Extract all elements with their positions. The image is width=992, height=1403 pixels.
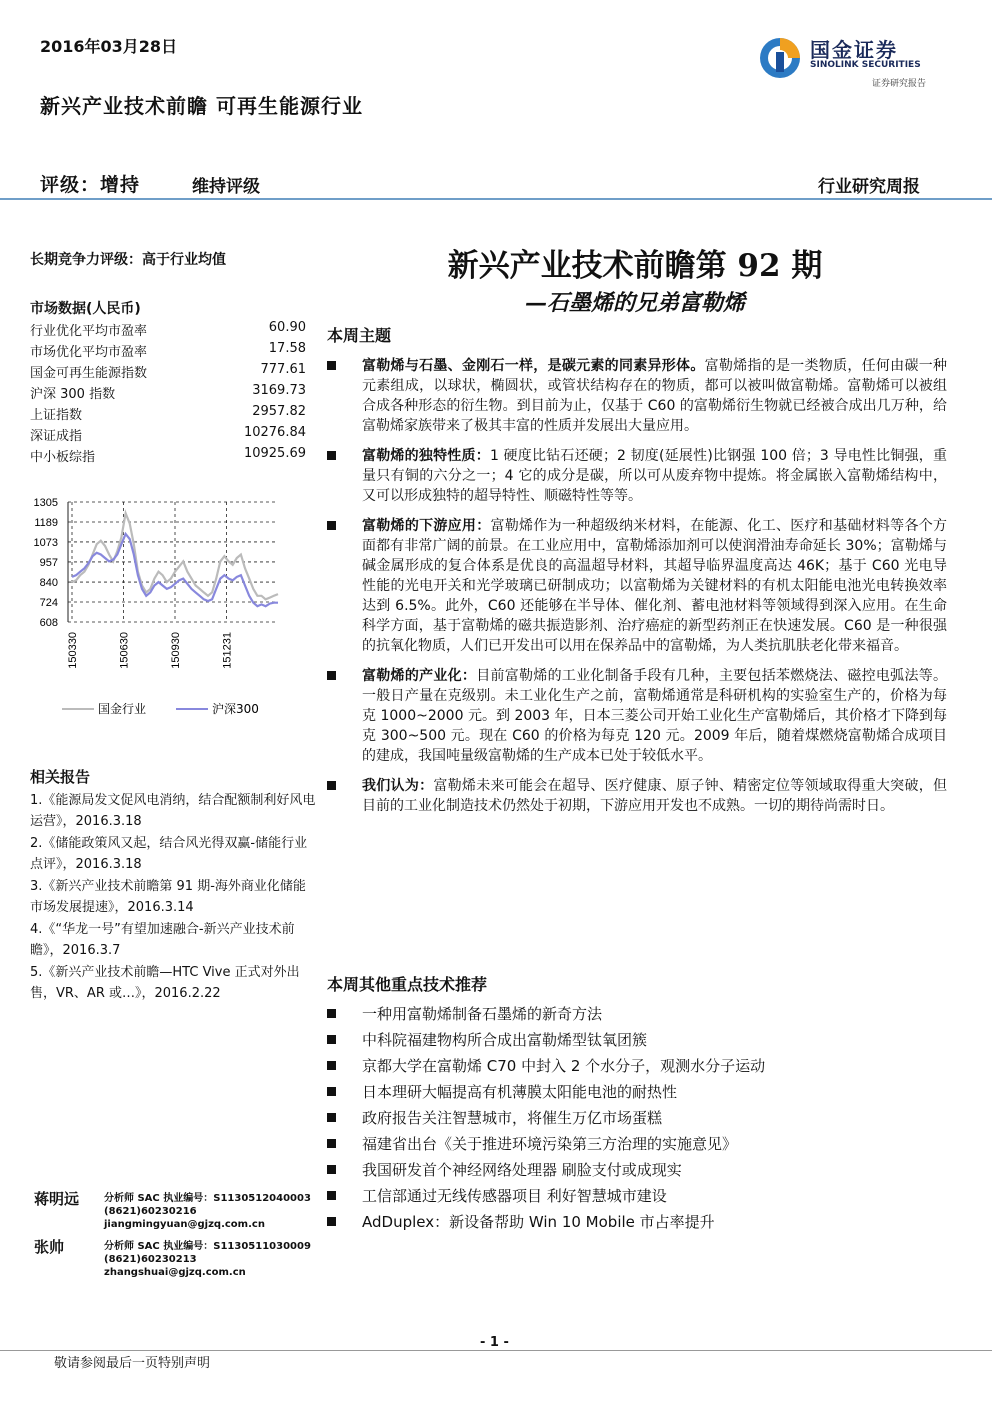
market-row (30, 383, 306, 404)
report-date: 2016年03月28日 (40, 37, 178, 56)
market-label: 市场优化平均市盈率 (30, 345, 148, 360)
chart-legend-label: 国金行业 (98, 702, 147, 716)
section-title-other: 本周其他重点技术推荐 (327, 975, 488, 994)
list-item (327, 1212, 947, 1238)
analyst-email: zhangshuai@gjzq.com.cn (104, 1267, 246, 1278)
bullet-square-icon (327, 361, 336, 370)
bullet-square-icon (327, 1191, 336, 1200)
analyst-cert: 分析师 SAC 执业编号：S1130512040003 (104, 1193, 311, 1204)
footer-divider (0, 1350, 992, 1351)
analyst-cert: 分析师 SAC 执业编号：S1130511030009 (104, 1241, 311, 1252)
analyst-phone: (8621)60230213 (104, 1254, 197, 1265)
bullet-item (327, 666, 947, 766)
market-row (30, 446, 306, 467)
bullet-text: 富勒烯未来可能会在超导、医疗健康、原子钟、精密定位等领域取得重大突破，但目前的工业化制造技术仍然处于初期，下游应用开发也不成熟。一切的期待尚需时日。 (362, 778, 947, 814)
list-item-text: 政府报告关注智慧城市，将催生万亿市场蛋糕 (362, 1109, 663, 1127)
bullet-square-icon (327, 1009, 336, 1018)
bullet-lead: 我们认为： (362, 778, 434, 794)
analyst-info (104, 1240, 311, 1279)
chart-legend-label: 沪深300 (212, 702, 259, 716)
logo-cn-text: 国金证券 (810, 38, 898, 62)
bullet-lead: 富勒烯的独特性质： (362, 448, 490, 464)
index-chart (28, 490, 316, 726)
chart-y-tick-label: 724 (39, 597, 58, 610)
list-item (327, 1004, 947, 1030)
rating-label: 评级：增持 (40, 174, 141, 196)
page-number: - 1 - (480, 1335, 509, 1350)
logo-en-text: SINOLINK SECURITIES (810, 60, 921, 70)
chart-x-tick-label: 150630 (118, 632, 131, 669)
list-item (327, 1160, 947, 1186)
bullet-lead: 富勒烯的下游应用： (362, 518, 491, 534)
bullet-square-icon (327, 1035, 336, 1044)
report-subtitle: 新兴产业技术前瞻 可再生能源行业 (40, 94, 363, 118)
list-item-text: 我国研发首个神经网络处理器 刷脸支付或成现实 (362, 1161, 682, 1179)
bullet-square-icon (327, 1087, 336, 1096)
analyst-entry (34, 1240, 324, 1292)
list-item-text: 一种用富勒烯制备石墨烯的新奇方法 (362, 1005, 603, 1023)
market-label: 国金可再生能源指数 (30, 366, 148, 381)
related-report: 3.《新兴产业技术前瞻第 91 期-海外商业化储能市场发展提速》，2016.3.14 (30, 879, 306, 915)
list-item (327, 1108, 947, 1134)
list-item-text: 日本理研大幅提高有机薄膜太阳能电池的耐热性 (362, 1083, 678, 1101)
chart-y-tick-label: 1189 (34, 516, 58, 529)
bullet-square-icon (327, 451, 336, 460)
list-item-text: 工信部通过无线传感器项目 利好智慧城市建设 (362, 1187, 667, 1205)
market-value: 17.58 (268, 341, 306, 356)
bullet-square-icon (327, 781, 336, 790)
analyst-name: 蒋明远 (34, 1190, 80, 1208)
main-subtitle: —石墨烯的兄弟富勒烯 (524, 290, 745, 316)
list-item-text: 中科院福建物构所合成出富勒烯型钛氧团簇 (362, 1031, 648, 1049)
market-value: 10276.84 (243, 425, 306, 440)
related-reports-heading: 相关报告 (30, 768, 91, 786)
chart-x-tick-label: 151231 (221, 632, 234, 669)
bullet-item (327, 356, 947, 436)
market-label: 中小板综指 (30, 450, 96, 465)
list-item (327, 1082, 947, 1108)
analyst-name: 张帅 (34, 1238, 65, 1256)
chart-x-tick-label: 150330 (67, 632, 79, 669)
bullet-item (327, 516, 947, 656)
chart-y-tick-label: 957 (39, 556, 58, 569)
related-report: 5.《新兴产业技术前瞻—HTC Vive 正式对外出售，VR、AR 或…》，2016.2.22 (30, 965, 300, 1001)
main-title: 新兴产业技术前瞻第 92 期 (447, 248, 823, 284)
analyst-entry (34, 1188, 324, 1240)
market-label: 深证成指 (30, 429, 83, 444)
logo-icon (756, 34, 804, 82)
bullet-square-icon (327, 1165, 336, 1174)
footer-disclaimer: 敬请参阅最后一页特别声明 (54, 1356, 211, 1371)
related-report: 1.《能源局发文促风电消纳，结合配额制利好风电运营》，2016.3.18 (30, 793, 316, 829)
chart-y-tick-label: 1305 (33, 497, 58, 509)
market-row (30, 404, 306, 425)
list-item (327, 1030, 947, 1056)
analyst-info (104, 1192, 311, 1231)
bullet-square-icon (327, 1061, 336, 1070)
bullet-text: 富勒烯作为一种超级纳米材料，在能源、化工、医疗和基础材料等各个方面都有非常广阔的前景。在工业应用中，富勒烯添加剂可以使润滑油寿命延长 30%；富勒烯与碱金属形成的复合体系是优良的高温超导材料，其超导临界温度高达 46K；基于 C60 光电导性能的光电开关和光学玻璃已研制成功；以富勒烯为关键材料的有机太阳能电池光电转换效率达到 6.5%。此外，C60 还能够在半导体、催化剂、蓄电池材料等领域得到深入应用。在生命科学方面，基于富勒烯的磁共振造影剂、治疗癌症的新型药剂正在快速发展。C60 是一种很强的抗氧化物质，人们已开发出可以用在保养品中的富勒烯，为人类抗肌肤老化带来福音。 (362, 518, 948, 654)
related-report: 4.《“华龙一号”有望加速融合-新兴产业技术前瞻》，2016.3.7 (30, 922, 295, 958)
bullet-square-icon (327, 671, 336, 680)
bullet-lead: 富勒烯的产业化： (362, 668, 477, 684)
related-report: 2.《储能政策风又起，结合风光得双赢-储能行业点评》，2016.3.18 (30, 836, 308, 872)
longterm-rating: 长期竞争力评级：高于行业均值 (30, 252, 226, 268)
analyst-block (34, 1188, 324, 1292)
report-type: 行业研究周报 (818, 177, 920, 197)
market-data-table (30, 320, 306, 467)
list-item-text: 京都大学在富勒烯 C70 中封入 2 个水分子，观测水分子运动 (362, 1057, 766, 1075)
chart-x-tick-label: 150930 (170, 632, 182, 669)
list-item (327, 1056, 947, 1082)
theme-bullets (327, 356, 947, 826)
bullet-square-icon (327, 1139, 336, 1148)
list-item (327, 1134, 947, 1160)
market-label: 行业优化平均市盈率 (30, 324, 148, 339)
market-row (30, 362, 306, 383)
bullet-square-icon (327, 1113, 336, 1122)
list-item-text: 福建省出台《关于推进环境污染第三方治理的实施意见》 (362, 1135, 738, 1153)
market-value: 60.90 (268, 320, 306, 335)
bullet-text: 富勒烯指的是一类物质，任何由碳一种元素组成，以球状，椭圆状，或管状结构存在的物质，都可以被叫做富勒烯。富勒烯可以被组合成各种形态的衍生物。到目前为止，仅基于 C60 的富勒烯衍生物就已经被合成出几万种，给富勒烯家族带来了极其丰富的性质并发展出大量应用。 (362, 358, 948, 434)
market-label: 上证指数 (30, 408, 83, 423)
bullet-text: 目前富勒烯的工业化制备手段有几种，主要包括苯燃烧法、磁控电弧法等。一般日产量在克级别。未工业化生产之前，富勒烯通常是科研机构的实验室生产的，价格为每克 1000~2000 元。到 2003 年，日本三菱公司开始工业化生产富勒烯后，其价格才下降到每克 300~500 元。现在 C60 的价格为每克 120 元。2009 年后，随着煤燃烧富勒烯合成项目的建成，我国吨量级富勒烯的生产成本已处于较低水平。 (362, 668, 948, 764)
analyst-phone: (8621)60230216 (104, 1206, 197, 1217)
bullet-item (327, 446, 947, 506)
company-logo (756, 30, 946, 92)
market-value: 10925.69 (243, 446, 306, 461)
maintain-rating: 维持评级 (192, 177, 260, 197)
bullet-lead: 富勒烯与石墨、金刚石一样，是碳元素的同素异形体。 (362, 358, 705, 374)
other-tech-list (327, 1004, 947, 1238)
market-value: 3169.73 (252, 383, 306, 398)
bullet-item (327, 776, 947, 816)
related-reports-list (30, 790, 318, 1005)
list-item (327, 1186, 947, 1212)
market-value: 2957.82 (252, 404, 306, 419)
chart-y-tick-label: 1073 (33, 536, 58, 549)
bullet-square-icon (327, 1217, 336, 1226)
analyst-email: jiangmingyuan@gjzq.com.cn (104, 1219, 265, 1230)
market-row (30, 425, 306, 446)
bullet-square-icon (327, 521, 336, 530)
logo-tag-text: 证券研究报告 (872, 79, 927, 89)
chart-y-tick-label: 608 (39, 617, 58, 629)
market-data-heading: 市场数据(人民币) (30, 301, 141, 317)
market-value: 777.61 (260, 362, 306, 377)
market-row (30, 320, 306, 341)
market-label: 沪深 300 指数 (30, 387, 116, 402)
market-row (30, 341, 306, 362)
section-title-theme: 本周主题 (327, 326, 392, 345)
bullet-text: 1 硬度比钻石还硬；2 韧度(延展性)比钢强 100 倍；3 导电性比铜强，重量只有铜的六分之一；4 它的成分是碳，所以可从废弃物中提炼。将金属嵌入富勒烯结构中，又可以形成独特的超导特性、顺磁特性等等。 (362, 448, 947, 504)
list-item-text: AdDuplex：新设备帮助 Win 10 Mobile 市占率提升 (362, 1213, 715, 1231)
chart-y-tick-label: 840 (39, 577, 58, 590)
